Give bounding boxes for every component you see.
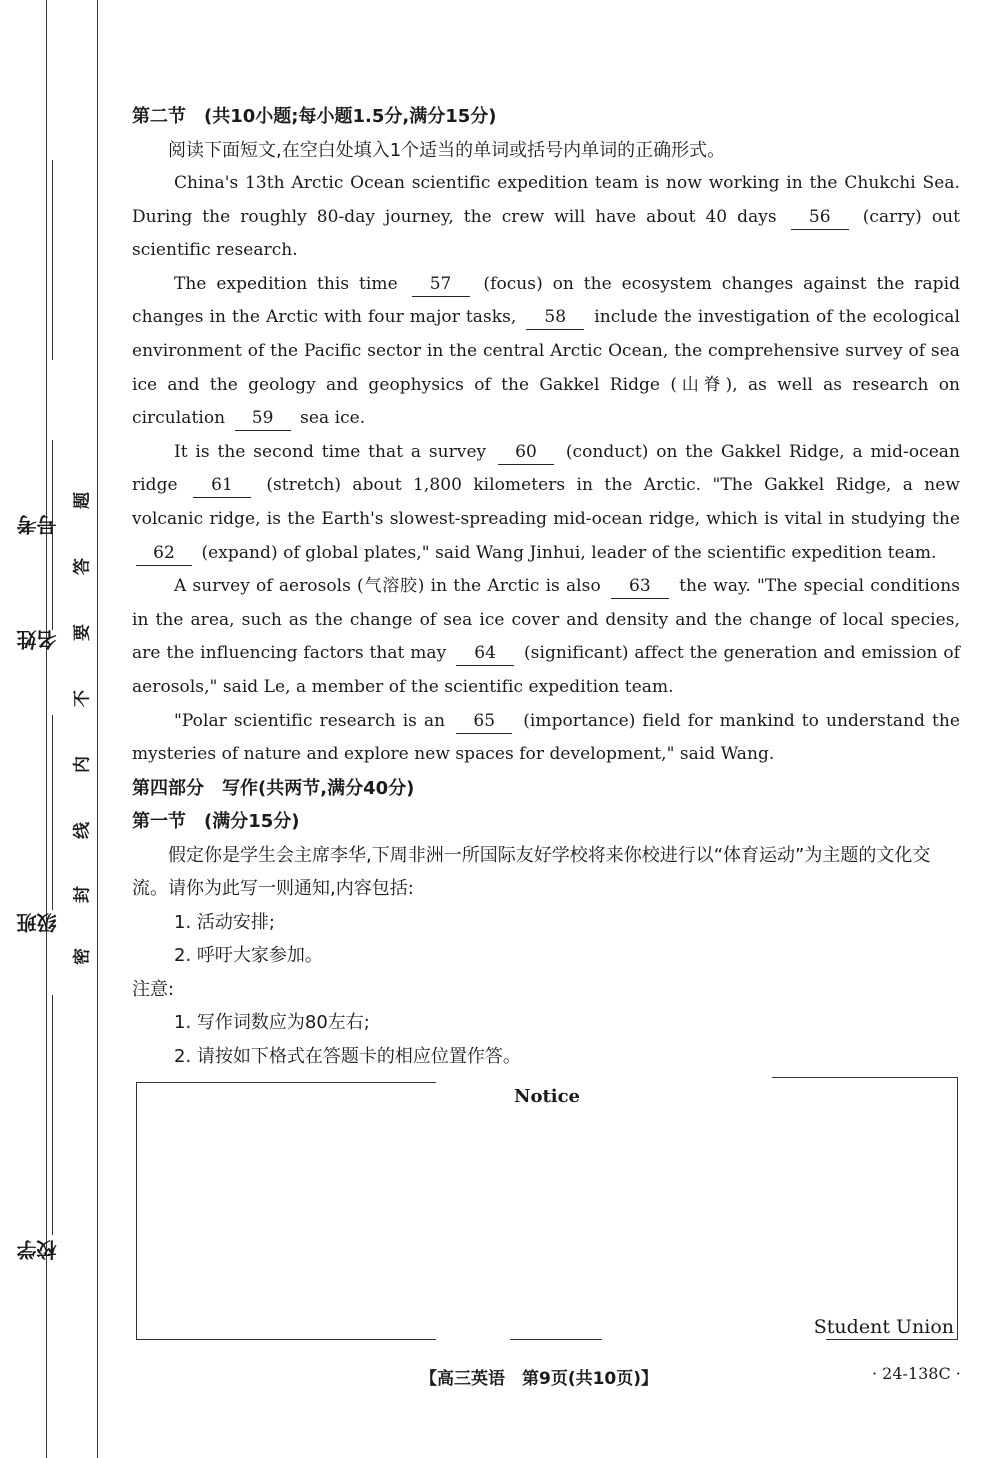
box-bottom-edge-1 [136,1339,436,1340]
school-label: 学校 [16,1240,60,1260]
note-2: 2. 请按如下格式在答题卡的相应位置作答。 [174,1045,521,1067]
box-right-edge [957,1077,958,1339]
margin-line-inner [97,0,98,1458]
p5-text-a: "Polar scientific research is an [174,710,446,731]
p3-text-a: It is the second time that a survey [174,441,487,462]
p1-text-a: China's 13th Arctic Ocean scientific expedition team is now working in the Chukchi Sea. During the roughly 80-day journey, the crew will have about 40 days [132,173,960,227]
p2-text-d: include the investigation of the ecological environment of the Pacific sector in the central Arctic Ocean, the comprehensive survey of sea ice and the geology and geophysics of the Gakkel Ridge (山脊), as well as research on circulation [132,307,960,429]
class-rule [52,715,53,910]
passage-paragraph-1 [132,167,960,268]
seal-char-1: 密 [72,948,93,965]
binding-margin [0,0,110,1458]
name-label: 姓名 [16,630,60,650]
note-1: 1. 写作词数应为80左右; [174,1012,370,1034]
box-top-right-edge [772,1077,958,1078]
blank-57[interactable]: 57 [412,272,470,297]
blank-64[interactable]: 64 [456,641,514,666]
p2-text-e: sea ice. [300,408,366,429]
blank-62[interactable]: 62 [136,541,192,566]
p3-text-e: (expand) of global plates," said Wang Jinhui, leader of the scientific expedition team. [201,542,937,563]
school-rule [52,995,53,1235]
exam-number-label: 考号 [16,515,60,535]
p3-text-c: (conduct) on the Gakkel Ridge, a mid-ocean ridge [132,441,960,496]
writing-item-1: 1. 活动安排; [174,911,275,933]
section2-instruction: 阅读下面短文,在空白处填入1个适当的单词或括号内单词的正确形式。 [168,139,726,161]
note-label: 注意: [132,978,175,1000]
exam-number-rule [52,160,53,360]
writing-section1-heading: 第一节 (满分15分) [132,811,300,833]
seal-char-4: 内 [72,756,93,773]
seal-char-3: 线 [72,822,93,839]
box-bottom-edge-2 [510,1339,602,1340]
writing-item-2: 2. 呼吁大家参加。 [174,945,323,967]
blank-61[interactable]: 61 [193,473,251,498]
seal-char-2: 封 [72,886,93,903]
writing-prompt: 假定你是学生会主席李华,下周非洲一所国际友好学校将来你校进行以“体育运动”为主题的文化交流。请你为此写一则通知,内容包括: [132,844,931,900]
notice-signature: Student Union [813,1316,954,1338]
passage-paragraph-4 [132,570,960,704]
blank-59[interactable]: 59 [235,406,291,431]
answer-box[interactable] [136,1082,958,1340]
passage-paragraph-2 [132,268,960,436]
seal-char-5: 不 [72,690,93,707]
blank-56[interactable]: 56 [791,205,849,230]
seal-char-6: 要 [72,624,93,641]
seal-char-7: 答 [72,558,93,575]
p4-text-d: (significant) affect the generation and emission of aerosols," said Le, a member of the scientific expedition team. [132,643,960,697]
passage-paragraph-3 [132,436,960,570]
box-bottom-edge-3 [826,1339,958,1340]
page-footer: 【高三英语 第9页(共10页)】 [420,1369,659,1389]
blank-58[interactable]: 58 [526,305,584,330]
p1-text-c: (carry) out scientific research. [132,206,960,261]
class-label: 班级 [16,913,60,933]
passage-paragraph-5 [132,705,960,772]
box-left-edge [136,1082,137,1340]
p2-text-a: The expedition this time [174,273,398,294]
blank-60[interactable]: 60 [498,440,554,465]
p4-text-a: A survey of aerosols (气溶胶) in the Arctic is also [174,576,601,597]
blank-65[interactable]: 65 [456,709,512,734]
exam-code: · 24-138C · [872,1364,961,1383]
page-content [132,100,960,1073]
box-top-left-edge [136,1082,436,1083]
seal-char-8: 题 [72,492,93,509]
p5-text-c: (importance) field for mankind to understand the mysteries of nature and explore new spaces for development," said Wang. [132,710,960,765]
name-rule [52,440,53,630]
p4-text-c: the way. "The special conditions in the area, such as the change of sea ice cover and density and the change of local species, are the influencing factors that may [132,576,960,664]
notice-title: Notice [513,1086,581,1107]
p3-text-d: (stretch) about 1,800 kilometers in the Arctic. "The Gakkel Ridge, a new volcanic ridge, is the Earth's slowest-spreading mid-ocean ridge, which is vital in studying the [132,475,960,529]
blank-63[interactable]: 63 [611,574,669,599]
part4-heading: 第四部分 写作(共两节,满分40分) [132,777,415,799]
p2-text-c: (focus) on the ecosystem changes against the rapid changes in the Arctic with four major tasks, [132,273,961,328]
section2-heading: 第二节 (共10小题;每小题1.5分,满分15分) [132,106,497,127]
